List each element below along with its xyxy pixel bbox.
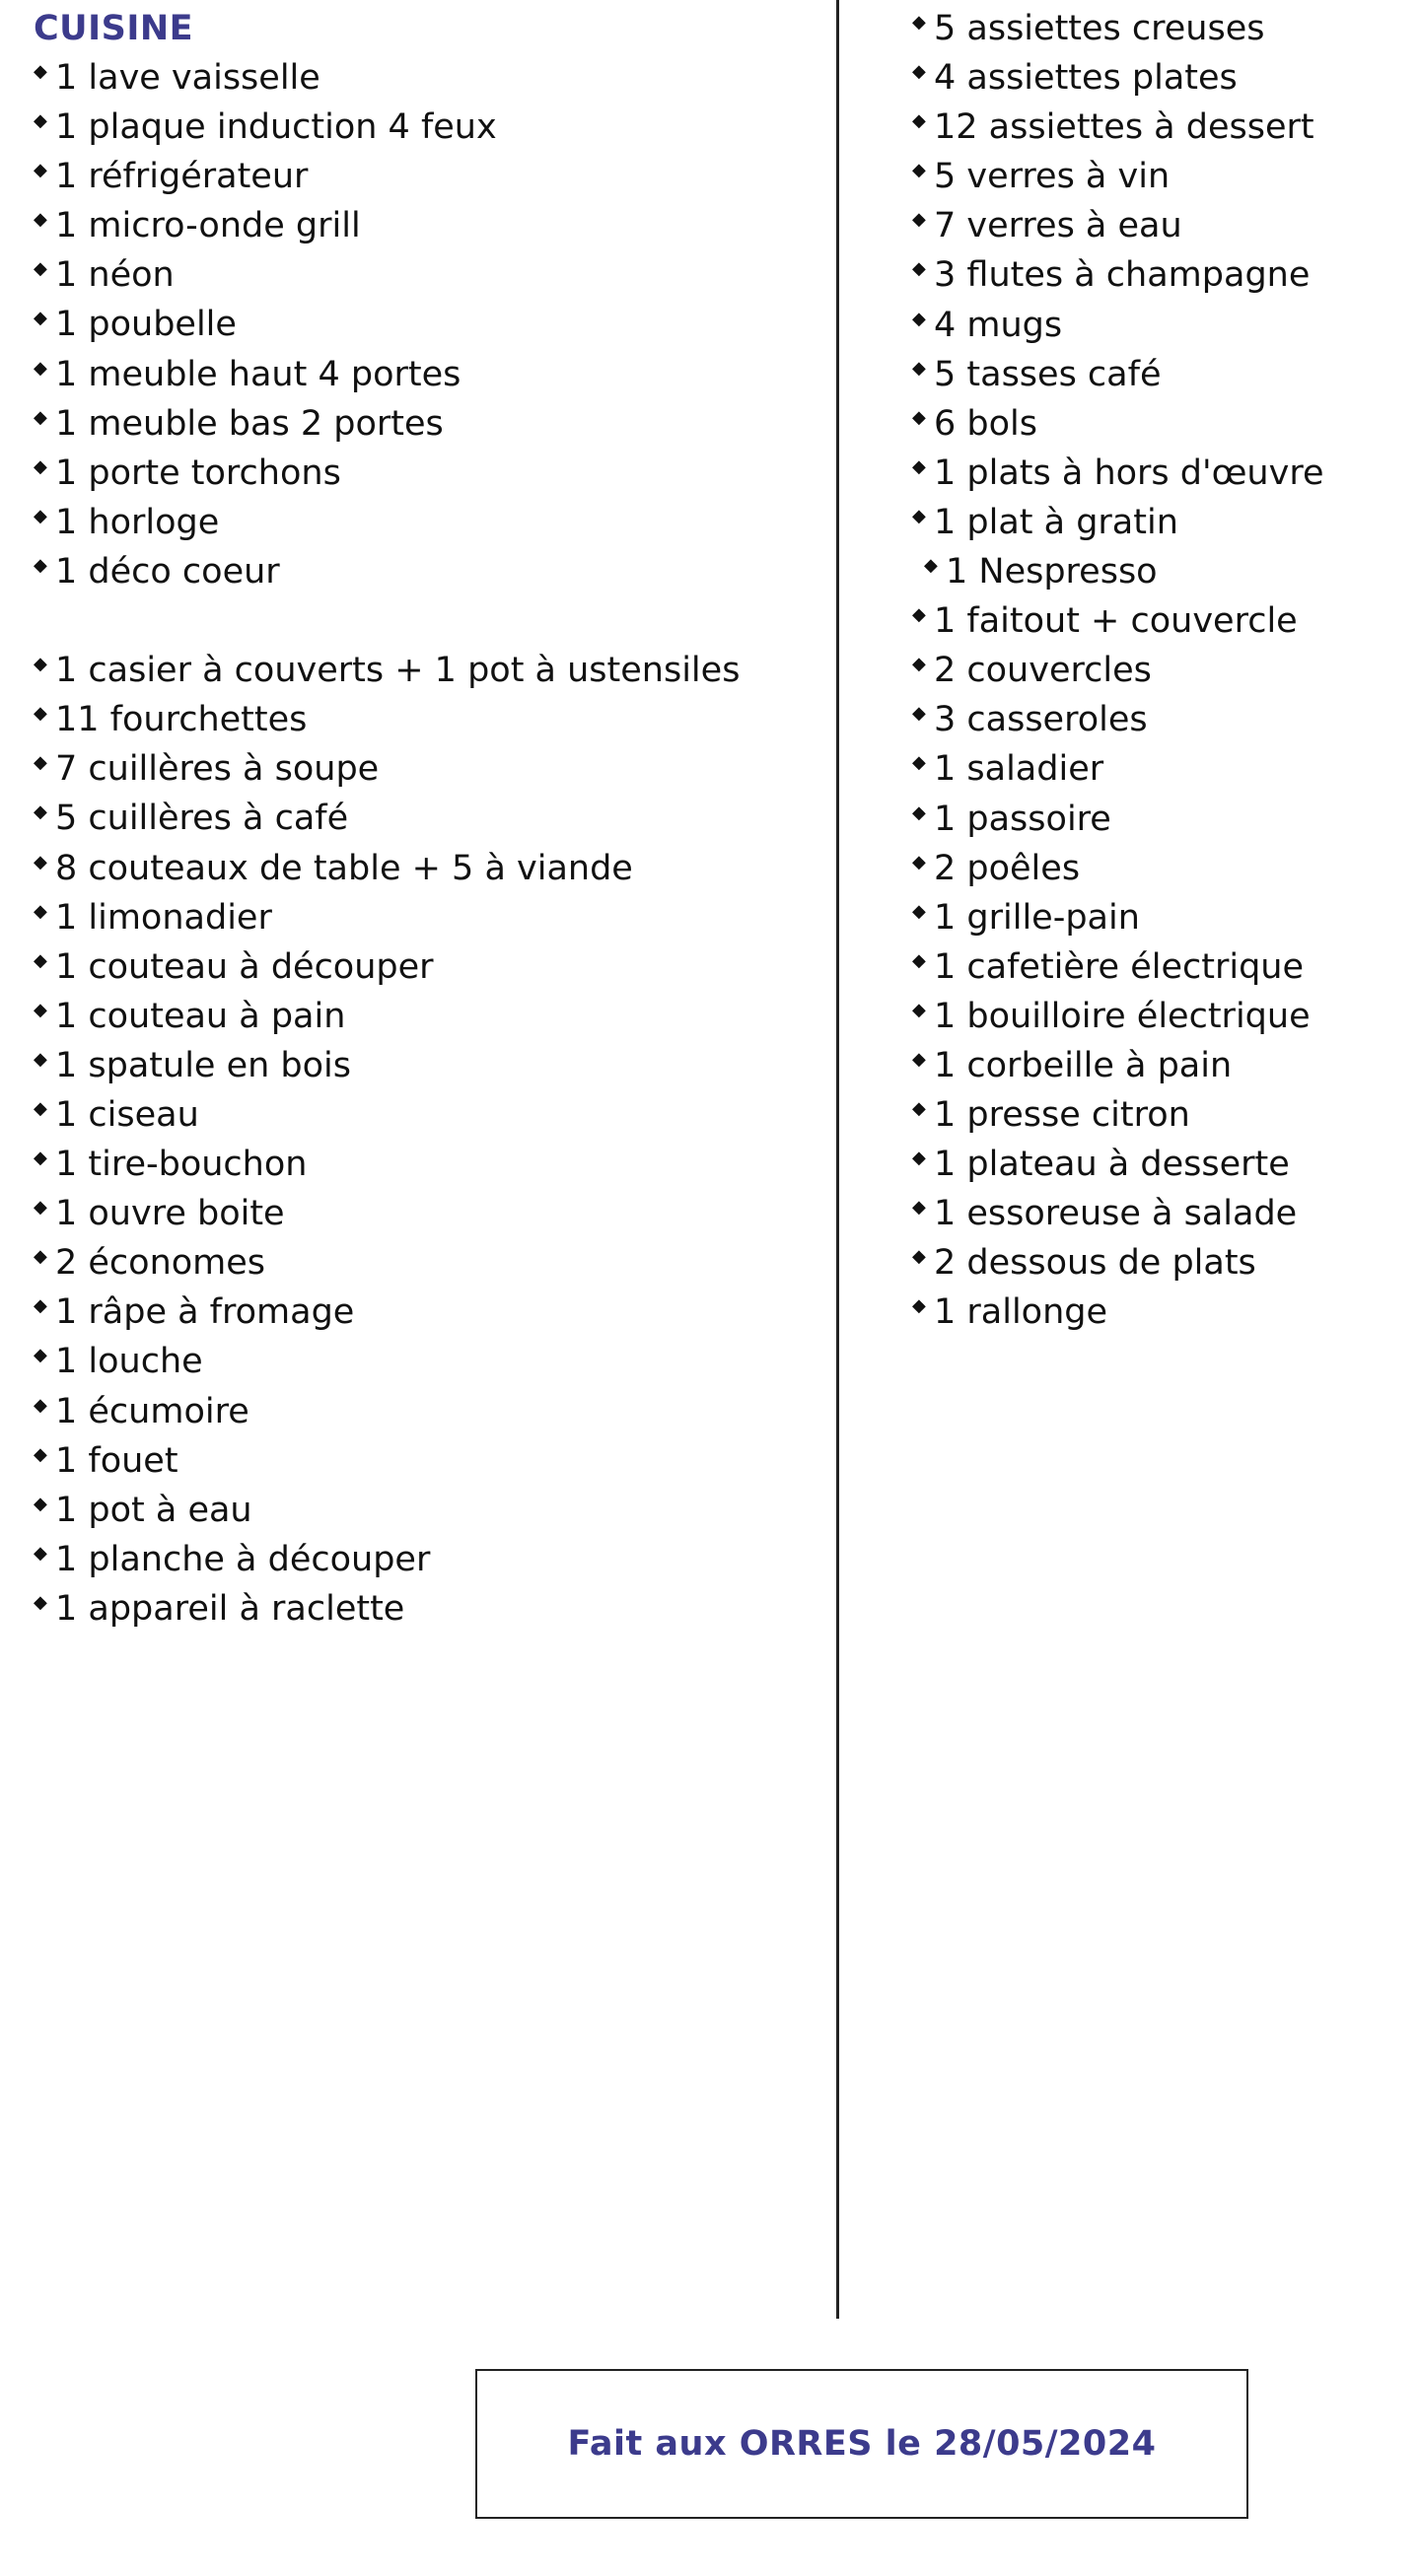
list-item: ◆ 2 dessous de plats	[912, 1238, 1405, 1288]
list-item: ◆ 1 plat à gratin	[912, 498, 1405, 547]
list-spacer	[34, 596, 822, 646]
list-item: ◆ 2 économes	[34, 1238, 822, 1288]
list-item: ◆ 1 louche	[34, 1337, 822, 1386]
list-item: ◆ 1 cafetière électrique	[912, 942, 1405, 992]
list-item: ◆ 1 plaque induction 4 feux	[34, 103, 822, 152]
list-item: ◆ 1 fouet	[34, 1436, 822, 1486]
diamond-bullet-icon: ◆	[912, 654, 926, 675]
diamond-bullet-icon: ◆	[912, 851, 926, 872]
list-item: ◆ 1 spatule en bois	[34, 1041, 822, 1090]
diamond-bullet-icon: ◆	[912, 61, 926, 83]
diamond-bullet-icon: ◆	[912, 752, 926, 774]
diamond-bullet-icon: ◆	[912, 1295, 926, 1317]
diamond-bullet-icon: ◆	[34, 1097, 47, 1119]
list-item: ◆ 1 casier à couverts + 1 pot à ustensiles	[34, 646, 822, 695]
diamond-bullet-icon: ◆	[912, 505, 926, 526]
right-column	[912, 4, 1405, 1338]
column-divider	[836, 0, 839, 2319]
diamond-bullet-icon: ◆	[34, 308, 47, 329]
diamond-bullet-icon: ◆	[924, 555, 938, 577]
list-item: ◆ 8 couteaux de table + 5 à viande	[34, 844, 822, 893]
diamond-bullet-icon: ◆	[34, 1493, 47, 1514]
list-item: ◆ 1 saladier	[912, 744, 1405, 794]
list-item: ◆ 1 plats à hors d'œuvre	[912, 449, 1405, 498]
diamond-bullet-icon: ◆	[34, 209, 47, 231]
list-item: ◆ 1 faitout + couvercle	[912, 596, 1405, 646]
list-item: ◆ 11 fourchettes	[34, 695, 822, 744]
list-item: ◆ 1 râpe à fromage	[34, 1288, 822, 1337]
list-item: ◆ 1 ouvre boite	[34, 1189, 822, 1238]
list-item: ◆ 2 couvercles	[912, 646, 1405, 695]
diamond-bullet-icon: ◆	[912, 110, 926, 132]
list-item: ◆ 4 assiettes plates	[912, 53, 1405, 103]
diamond-bullet-icon: ◆	[34, 1048, 47, 1070]
list-item: ◆ 1 meuble bas 2 portes	[34, 399, 822, 449]
left-column	[34, 4, 822, 1634]
footer-date-text: Fait aux ORRES le 28/05/2024	[567, 2424, 1157, 2464]
list-item: ◆ 1 grille-pain	[912, 893, 1405, 942]
diamond-bullet-icon: ◆	[34, 1443, 47, 1465]
diamond-bullet-icon: ◆	[912, 258, 926, 280]
diamond-bullet-icon: ◆	[912, 801, 926, 823]
list-item: ◆ 1 rallonge	[912, 1288, 1405, 1337]
diamond-bullet-icon: ◆	[912, 1246, 926, 1268]
diamond-bullet-icon: ◆	[34, 949, 47, 971]
list-item: ◆ 1 réfrigérateur	[34, 152, 822, 201]
diamond-bullet-icon: ◆	[912, 1098, 926, 1120]
diamond-bullet-icon: ◆	[912, 703, 926, 725]
list-item: ◆ 4 mugs	[912, 301, 1405, 350]
diamond-bullet-icon: ◆	[912, 999, 926, 1020]
diamond-bullet-icon: ◆	[912, 949, 926, 971]
diamond-bullet-icon: ◆	[912, 1048, 926, 1070]
diamond-bullet-icon: ◆	[34, 258, 47, 280]
kitchen-items-list-2	[912, 4, 1405, 1338]
diamond-bullet-icon: ◆	[34, 851, 47, 872]
diamond-bullet-icon: ◆	[34, 801, 47, 823]
diamond-bullet-icon: ◆	[34, 1591, 47, 1613]
list-item: ◆ 1 limonadier	[34, 893, 822, 942]
list-item: ◆ 1 horloge	[34, 498, 822, 547]
list-item: ◆ 3 flutes à champagne	[912, 250, 1405, 300]
diamond-bullet-icon: ◆	[34, 1246, 47, 1268]
list-item: ◆ 1 bouilloire électrique	[912, 992, 1405, 1041]
diamond-bullet-icon: ◆	[34, 1394, 47, 1416]
list-item: ◆ 2 poêles	[912, 844, 1405, 893]
list-item: ◆ 1 tire-bouchon	[34, 1140, 822, 1189]
diamond-bullet-icon: ◆	[912, 357, 926, 379]
list-item: ◆ 1 Nespresso	[912, 547, 1405, 596]
list-item: ◆ 1 passoire	[912, 795, 1405, 844]
list-item: ◆ 1 micro-onde grill	[34, 201, 822, 250]
list-item: ◆ 7 verres à eau	[912, 201, 1405, 250]
list-item: ◆ 1 corbeille à pain	[912, 1041, 1405, 1090]
diamond-bullet-icon: ◆	[34, 1148, 47, 1169]
diamond-bullet-icon: ◆	[912, 900, 926, 922]
kitchen-items-list-1	[34, 53, 822, 1634]
list-item: ◆ 1 pot à eau	[34, 1486, 822, 1535]
list-item: ◆ 1 ciseau	[34, 1090, 822, 1140]
list-item: ◆ 1 presse citron	[912, 1090, 1405, 1140]
list-item: ◆ 5 assiettes creuses	[912, 4, 1405, 53]
list-item: ◆ 1 planche à découper	[34, 1535, 822, 1584]
list-item: ◆ 1 poubelle	[34, 300, 822, 349]
diamond-bullet-icon: ◆	[34, 406, 47, 428]
list-item: ◆ 1 porte torchons	[34, 449, 822, 498]
list-item: ◆ 5 cuillères à café	[34, 794, 822, 843]
list-item: ◆ 5 tasses café	[912, 350, 1405, 399]
diamond-bullet-icon: ◆	[912, 406, 926, 428]
diamond-bullet-icon: ◆	[34, 357, 47, 379]
diamond-bullet-icon: ◆	[34, 110, 47, 132]
list-item: ◆ 1 plateau à desserte	[912, 1140, 1405, 1189]
diamond-bullet-icon: ◆	[912, 455, 926, 477]
diamond-bullet-icon: ◆	[912, 604, 926, 626]
diamond-bullet-icon: ◆	[34, 999, 47, 1020]
list-item: ◆ 1 appareil à raclette	[34, 1584, 822, 1634]
diamond-bullet-icon: ◆	[34, 61, 47, 82]
diamond-bullet-icon: ◆	[34, 703, 47, 725]
signature-box	[475, 2369, 1248, 2519]
diamond-bullet-icon: ◆	[912, 209, 926, 231]
diamond-bullet-icon: ◆	[912, 1148, 926, 1169]
diamond-bullet-icon: ◆	[34, 160, 47, 181]
diamond-bullet-icon: ◆	[34, 752, 47, 774]
diamond-bullet-icon: ◆	[34, 900, 47, 922]
list-item: ◆ 1 couteau à pain	[34, 992, 822, 1041]
list-item: ◆ 1 néon	[34, 250, 822, 300]
diamond-bullet-icon: ◆	[34, 1345, 47, 1366]
list-item: ◆ 1 écumoire	[34, 1387, 822, 1436]
diamond-bullet-icon: ◆	[912, 308, 926, 329]
section-title: CUISINE	[34, 9, 194, 48]
diamond-bullet-icon: ◆	[34, 654, 47, 675]
diamond-bullet-icon: ◆	[912, 12, 926, 33]
diamond-bullet-icon: ◆	[34, 505, 47, 526]
diamond-bullet-icon: ◆	[34, 1197, 47, 1218]
list-item: ◆ 12 assiettes à dessert	[912, 103, 1405, 152]
list-item: ◆ 5 verres à vin	[912, 152, 1405, 201]
list-item: ◆ 3 casseroles	[912, 695, 1405, 744]
diamond-bullet-icon: ◆	[912, 160, 926, 181]
list-item: ◆ 7 cuillères à soupe	[34, 744, 822, 794]
diamond-bullet-icon: ◆	[34, 1295, 47, 1317]
diamond-bullet-icon: ◆	[34, 554, 47, 576]
diamond-bullet-icon: ◆	[34, 1542, 47, 1564]
list-item: ◆ 1 lave vaisselle	[34, 53, 822, 103]
list-item: ◆ 1 déco coeur	[34, 547, 822, 596]
diamond-bullet-icon: ◆	[912, 1197, 926, 1218]
list-item: ◆ 1 couteau à découper	[34, 942, 822, 992]
diamond-bullet-icon: ◆	[34, 455, 47, 477]
list-item: ◆ 1 meuble haut 4 portes	[34, 350, 822, 399]
list-item: ◆ 6 bols	[912, 399, 1405, 449]
list-item: ◆ 1 essoreuse à salade	[912, 1189, 1405, 1238]
